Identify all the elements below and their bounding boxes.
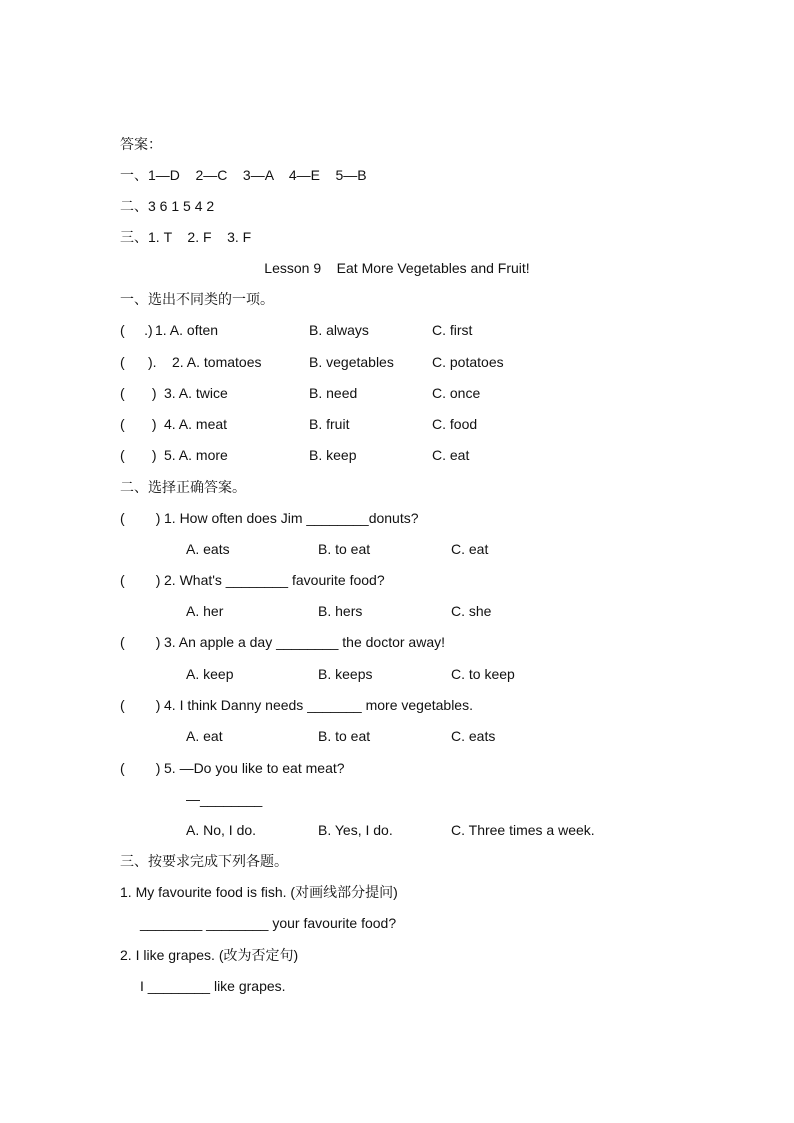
option-a: A. eat: [186, 728, 223, 744]
part2-item: [0, 696, 794, 714]
part2-item: [0, 571, 794, 589]
option-b: B. fruit: [309, 416, 350, 432]
part2-item: [0, 509, 794, 527]
answer-paren[interactable]: ( ): [120, 447, 157, 463]
part3-question-1: 1. My favourite food is fish. (对画线部分提问): [120, 884, 398, 900]
option-a: A. keep: [186, 666, 234, 682]
part2-item: [0, 759, 794, 777]
option-row: [0, 602, 794, 620]
question-text: 4. A. meat: [164, 416, 228, 432]
option-a: A. her: [186, 603, 224, 619]
answer-line-3: 三、1. T 2. F 3. F: [120, 229, 252, 245]
answer-paren[interactable]: ( ): [120, 634, 161, 650]
option-row: [0, 665, 794, 683]
option-b: B. keeps: [318, 666, 373, 682]
question-text: 4. I think Danny needs _______ more vegetables.: [164, 697, 473, 713]
answer-paren[interactable]: ( ): [120, 385, 157, 401]
answer-paren[interactable]: ( ): [120, 510, 161, 526]
option-c: C. she: [451, 603, 492, 619]
option-c: C. food: [432, 416, 478, 432]
option-b: B. vegetables: [309, 354, 394, 370]
option-b: B. Yes, I do.: [318, 822, 393, 838]
part3-question-2: 2. I like grapes. (改为否定句): [120, 947, 299, 963]
option-c: C. to keep: [451, 666, 515, 682]
option-b: B. keep: [309, 447, 357, 463]
option-a: A. No, I do.: [186, 822, 257, 838]
part2-heading: 二、选择正确答案。: [120, 479, 246, 495]
option-b: B. always: [309, 322, 369, 338]
answer-paren[interactable]: ( ): [120, 760, 161, 776]
option-b: B. hers: [318, 603, 363, 619]
question-text: 3. A. twice: [164, 385, 228, 401]
option-a: A. eats: [186, 541, 230, 557]
option-c: C. once: [432, 385, 481, 401]
answer-title: 答案：: [120, 136, 162, 152]
reply-line: [0, 790, 794, 808]
option-b: B. need: [309, 385, 358, 401]
answer-paren[interactable]: ( ): [120, 572, 161, 588]
option-c: C. first: [432, 322, 473, 338]
question-text: 5. —Do you like to eat meat?: [164, 760, 345, 776]
answer-paren[interactable]: ( ): [120, 697, 161, 713]
question-text: 1. A. often: [155, 322, 219, 338]
option-c: C. potatoes: [432, 354, 504, 370]
question-text: 5. A. more: [164, 447, 228, 463]
option-b: B. to eat: [318, 541, 371, 557]
lesson-title: Lesson 9 Eat More Vegetables and Fruit!: [264, 260, 530, 276]
option-row: [0, 821, 794, 839]
part3-answer-blank-1[interactable]: ________ ________ your favourite food?: [140, 915, 397, 931]
question-text: 2. A. tomatoes: [172, 354, 262, 370]
part1-item: [0, 415, 794, 433]
option-c: C. eats: [451, 728, 496, 744]
option-row: [0, 540, 794, 558]
option-c: C. Three times a week.: [451, 822, 595, 838]
option-c: C. eat: [451, 541, 489, 557]
part2-item: [0, 633, 794, 651]
part3-answer-blank-2[interactable]: I ________ like grapes.: [140, 978, 286, 994]
option-row: [0, 727, 794, 745]
option-c: C. eat: [432, 447, 470, 463]
part1-heading: 一、选出不同类的一项。: [120, 291, 274, 307]
answer-line-2: 二、3 6 1 5 4 2: [120, 198, 215, 214]
answer-paren[interactable]: ( ).: [120, 354, 157, 370]
part3-heading: 三、按要求完成下列各题。: [120, 853, 288, 869]
option-b: B. to eat: [318, 728, 371, 744]
question-text: 2. What's ________ favourite food?: [164, 572, 385, 588]
part1-item: [0, 321, 794, 339]
reply-blank[interactable]: —________: [186, 791, 263, 807]
question-text: 3. An apple a day ________ the doctor away!: [164, 634, 445, 650]
part1-item: [0, 446, 794, 464]
answer-line-1: 一、1—D 2—C 3—A 4—E 5—B: [120, 167, 367, 183]
part1-item: [0, 384, 794, 402]
answer-paren[interactable]: ( ): [120, 416, 157, 432]
part1-item: [0, 353, 794, 371]
answer-paren[interactable]: ( .): [120, 322, 153, 338]
question-text: 1. How often does Jim ________donuts?: [164, 510, 419, 526]
